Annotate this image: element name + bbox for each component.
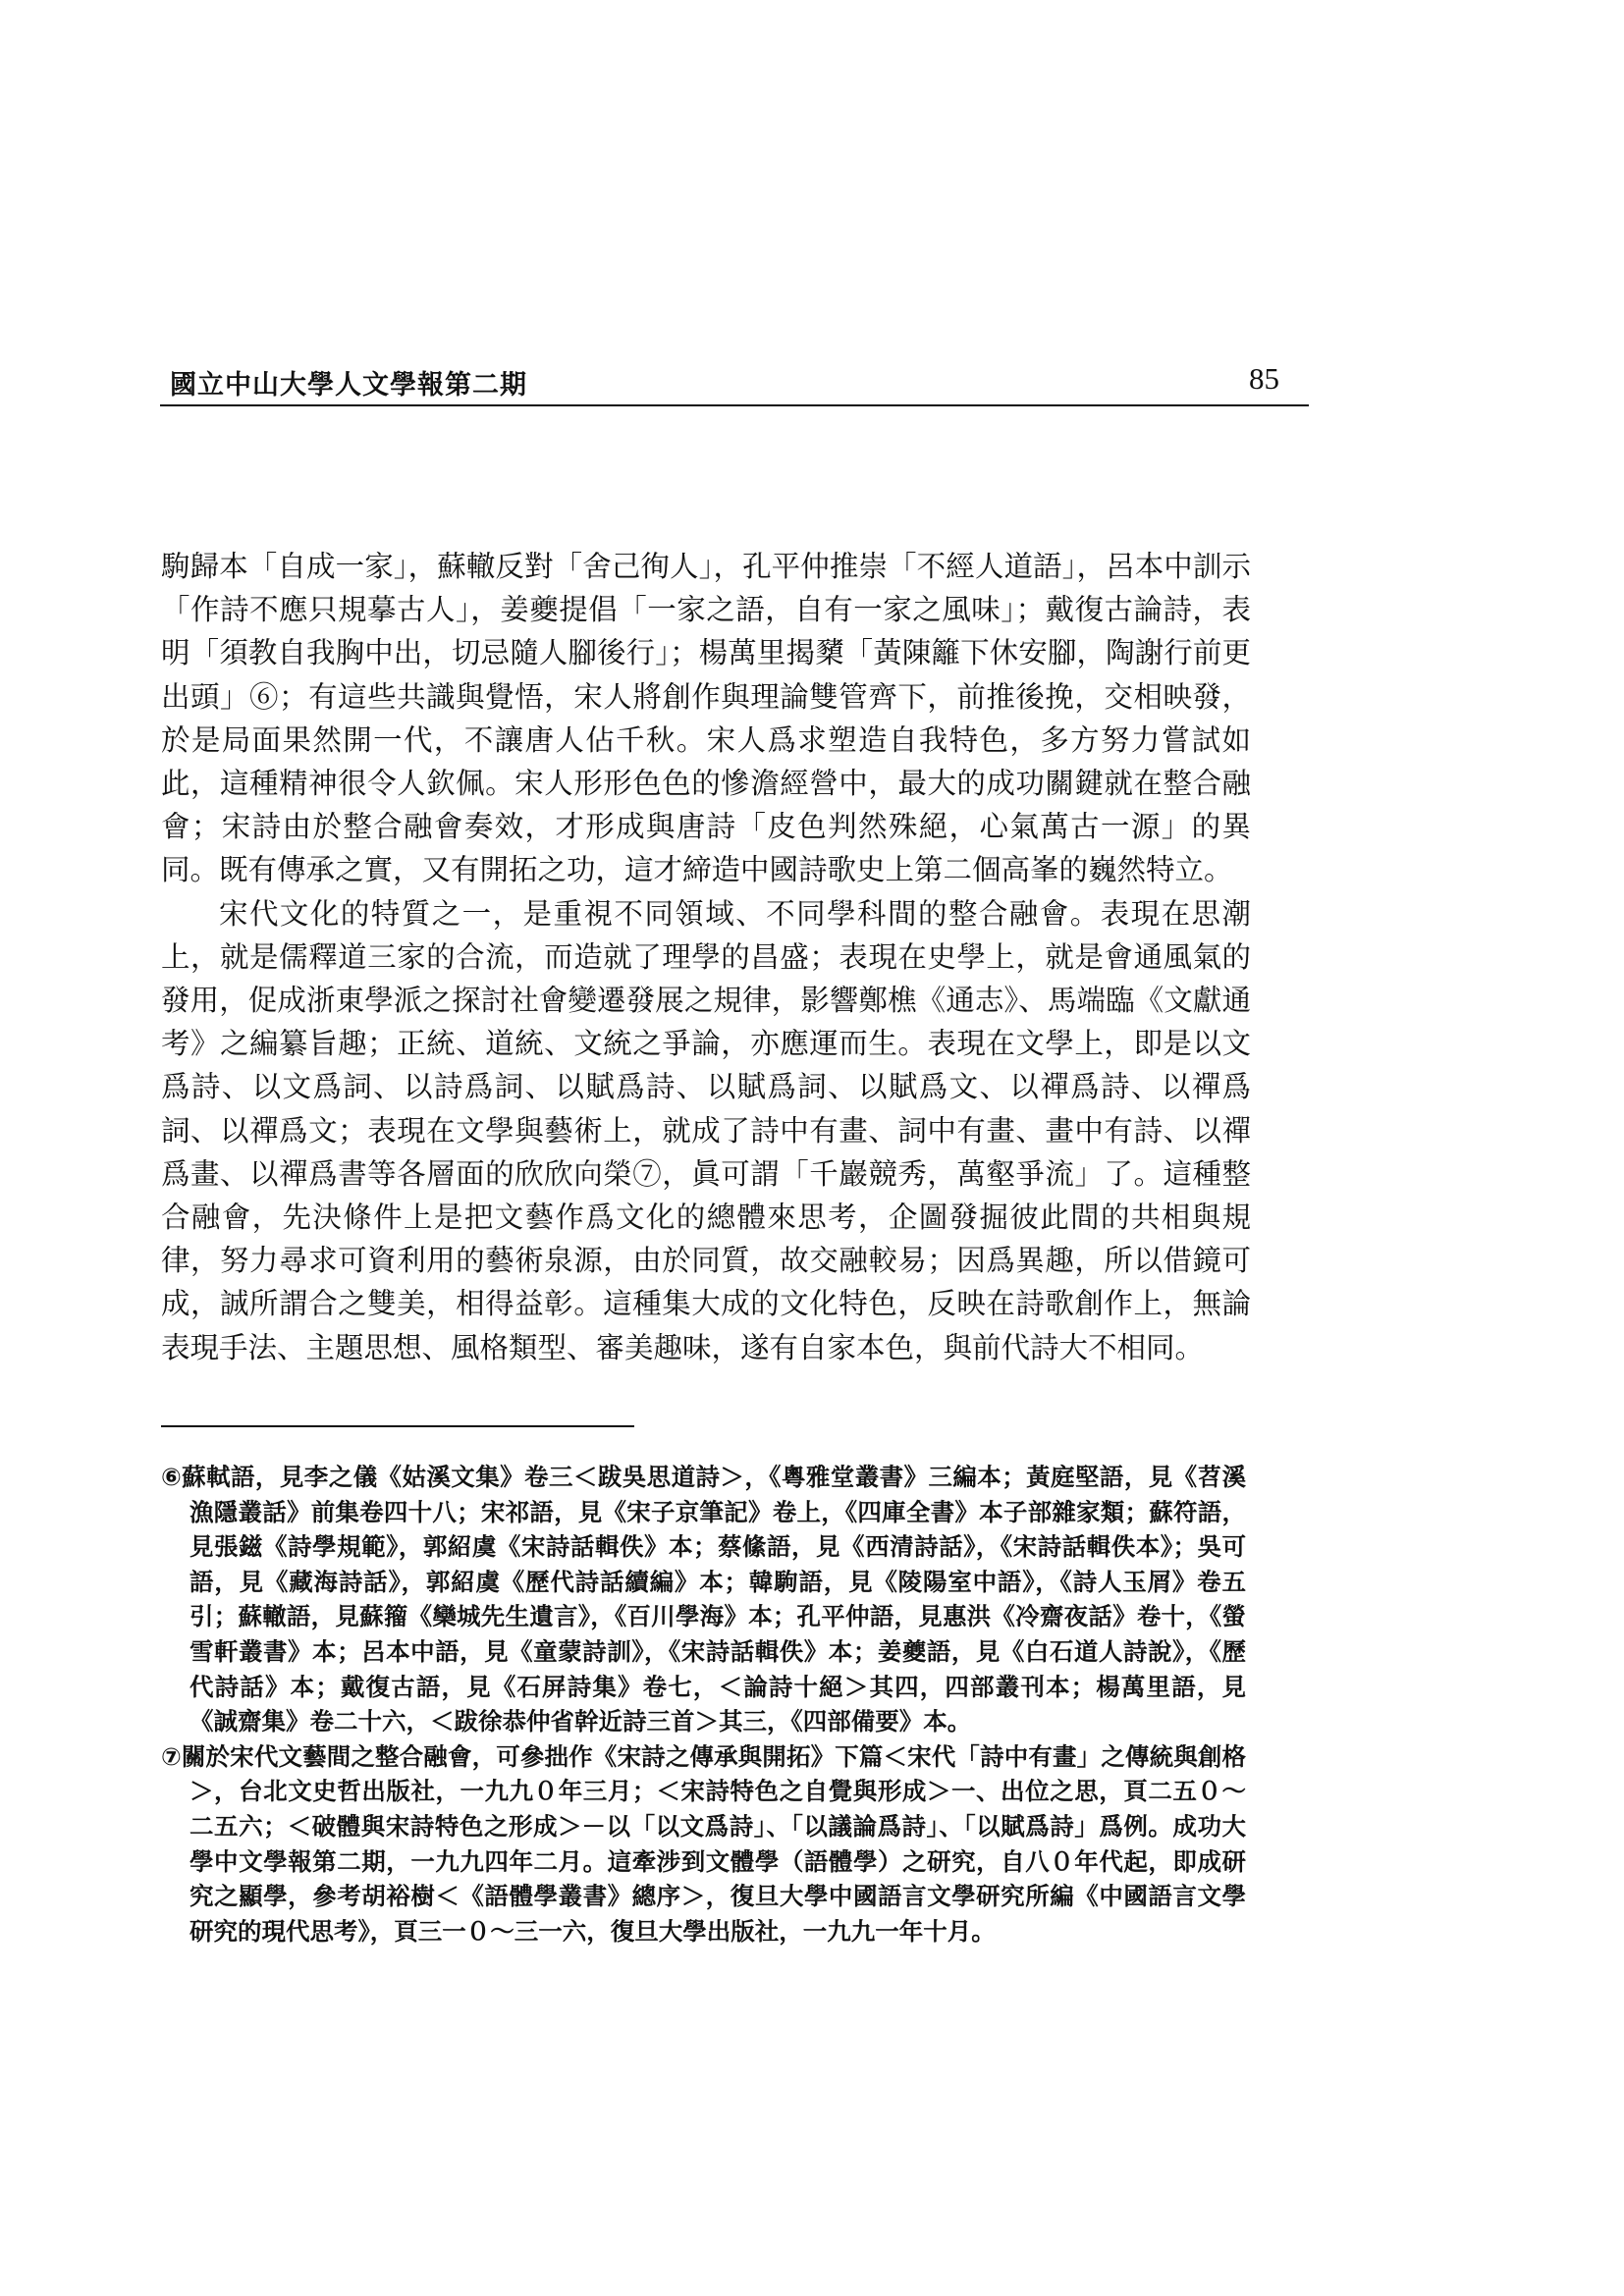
- page-number: 85: [1249, 361, 1279, 396]
- footnotes: [161, 1460, 1246, 1949]
- footnote-marker: ⑦: [161, 1741, 182, 1771]
- journal-title: 國立中山大學人文學報第二期: [170, 370, 527, 400]
- body-paragraph-1: 駒歸本「自成一家」，蘇轍反對「舍己徇人」，孔平仲推崇「不經人道語」，呂本中訓示「作詩不應只規摹古人」，姜夔提倡「一家之語，自有一家之風味」；戴復古論詩，表明「須教自我胸中出，切忌隨人腳後行」；楊萬里揭櫫「黃陳籬下休安腳，陶謝行前更出頭」⑥；有這些共識與覺悟，宋人將創作與理論雙管齊下，前推後挽，交相映發，於是局面果然開一代，不讓唐人佔千秋。宋人爲求塑造自我特色，多方努力嘗試如此，這種精神很令人欽佩。宋人形形色色的慘澹經營中，最大的成功關鍵就在整合融會；宋詩由於整合融會奏效，才形成與唐詩「皮色判然殊絕，心氣萬古一源」的異同。既有傳承之實，又有開拓之功，這才締造中國詩歌史上第二個高峯的巍然特立。: [161, 550, 1251, 887]
- footnote-7: [161, 1739, 1246, 1949]
- body-paragraph-2: 宋代文化的特質之一，是重視不同領域、不同學科間的整合融會。表現在思潮上，就是儒釋道三家的合流，而造就了理學的昌盛；表現在史學上，就是會通風氣的發用，促成浙東學派之探討社會變遷發展之規律，影響鄭樵《通志》、馬端臨《文獻通考》之編纂旨趣；正統、道統、文統之爭論，亦應運而生。表現在文學上，即是以文爲詩、以文爲詞、以詩爲詞、以賦爲詩、以賦爲詞、以賦爲文、以禪爲詩、以禪爲詞、以禪爲文；表現在文學與藝術上，就成了詩中有畫、詞中有畫、畫中有詩、以禪爲畫、以禪爲書等各層面的欣欣向榮⑦，眞可謂「千巖競秀，萬壑爭流」了。這種整合融會，先決條件上是把文藝作爲文化的總體來思考，企圖發掘彼此間的共相與規律，努力尋求可資利用的藝術泉源，由於同質，故交融較易；因爲異趣，所以借鏡可成，誠所謂合之雙美，相得益彰。這種集大成的文化特色，反映在詩歌創作上，無論表現手法、主題思想、風格類型、審美趣味，遂有自家本色，與前代詩大不相同。: [161, 896, 1251, 1364]
- body-text: [161, 545, 1251, 1369]
- footnote-marker: ⑥: [161, 1463, 183, 1491]
- footnote-6: [161, 1460, 1246, 1739]
- footnote-divider: [161, 1425, 634, 1427]
- footnote-text: 關於宋代文藝間之整合融會，可參拙作《宋詩之傳承與開拓》下篇＜宋代「詩中有畫」之傳統與創格＞，台北文史哲出版社，一九九０年三月；＜宋詩特色之自覺與形成＞一、出位之思，頁二五０～二五六；＜破體與宋詩特色之形成＞－以「以文爲詩」、「以議論爲詩」、「以賦爲詩」爲例。成功大學中文學報第二期，一九九四年二月。這牽涉到文體學（語體學）之研究，自八０年代起，即成研究之顯學，參考胡裕樹＜《語體學叢書》總序＞，復旦大學中國語言文學研究所編《中國語言文學研究的現代思考》，頁三一０～三一六，復旦大學出版社，一九九一年十月。: [181, 1741, 1246, 1946]
- running-header: [160, 361, 1309, 406]
- footnote-text: 蘇軾語，見李之儀《姑溪文集》卷三＜跋吳思道詩＞，《粵雅堂叢書》三編本；黃庭堅語，見《苕溪漁隱叢話》前集卷四十八；宋祁語，見《宋子京筆記》卷上，《四庫全書》本子部雜家類；蘇符語，見張鎡《詩學規範》，郭紹虞《宋詩話輯佚》本；蔡絛語，見《西清詩話》，《宋詩話輯佚本》；吳可語，見《藏海詩話》，郭紹虞《歷代詩話續編》本；韓駒語，見《陵陽室中語》，《詩人玉屑》卷五引；蘇轍語，見蘇籀《欒城先生遺言》，《百川學海》本；孔平仲語，見惠洪《冷齋夜話》卷十，《螢雪軒叢書》本；呂本中語，見《童蒙詩訓》，《宋詩話輯佚》本；姜夔語，見《白石道人詩說》，《歷代詩話》本；戴復古語，見《石屏詩集》卷七，＜論詩十絕＞其四，四部叢刊本；楊萬里語，見《誠齋集》卷二十六，＜跋徐恭仲省幹近詩三首＞其三，《四部備要》本。: [182, 1463, 1246, 1736]
